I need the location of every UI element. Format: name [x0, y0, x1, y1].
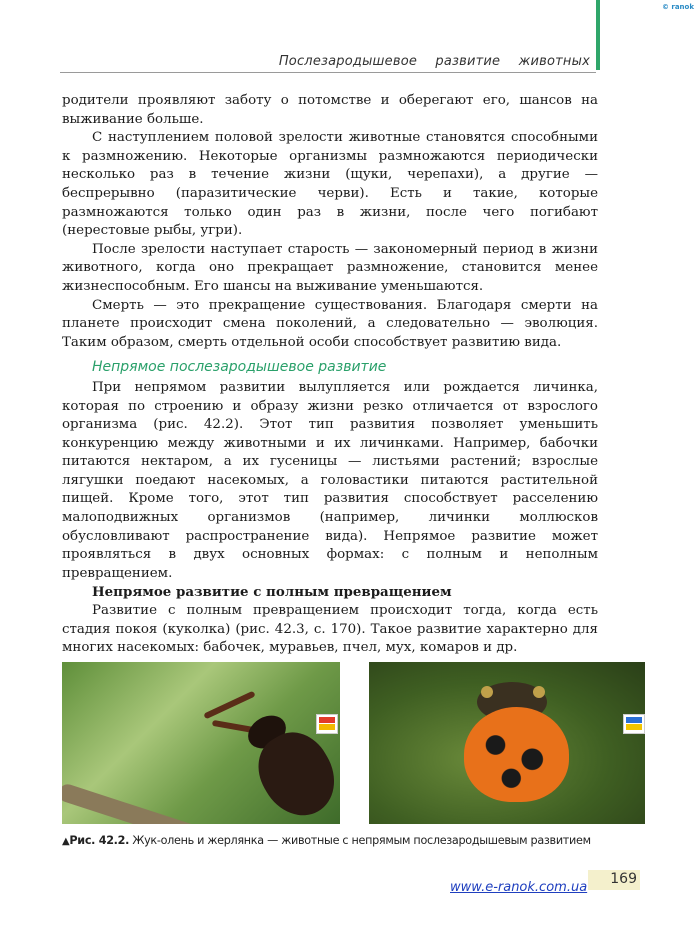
section-title: Непрямое послезародышевое развитие: [92, 359, 387, 376]
page-number: 169: [610, 871, 637, 887]
header-divider: [60, 72, 596, 73]
toad-body: [464, 707, 569, 802]
paragraph: Развитие с полным превращением происходит тогда, когда есть стадия покоя (куколка) (рис. 42.3, с. 170). Такое развитие характерно для многих насекомых: бабочек, муравьев, пчел, мух, комаров и др.: [62, 603, 598, 656]
beetle-mandible: [203, 691, 255, 720]
toad-eye: [533, 686, 545, 698]
subheading: Непрямое развитие с полным превращением: [92, 584, 452, 601]
body-text: [62, 92, 598, 658]
fire-bellied-toad-photo: [369, 662, 645, 824]
paragraph: При непрямом развитии вылупляется или рождается личинка, которая по строению и образу жизни резко отличается от взрослого организма (рис. 42.2). Этот тип развития позволяет уменьшить конкуренцию между животными и их личинками. Например, бабочки питаются нектаром, а их гусеницы — листьями растений; взрослые лягушки поедают насекомых, а головастики питаются растительной пищей. Кроме того, этот тип развития способствует расселению малоподвижных организмов (например, личинки моллюсков обусловливают распространение вида). Непрямое развитие может проявляться в двух основных формах: с полным и неполным превращением.: [62, 379, 598, 581]
figure-label: Рис. 42.2.: [69, 834, 130, 847]
stag-beetle-photo: [62, 662, 340, 824]
website-link[interactable]: www.e-ranok.com.ua: [450, 880, 588, 895]
toad-eye: [481, 686, 493, 698]
triangle-marker-icon: ▲: [62, 836, 70, 847]
paragraph: Смерть — это прекращение существования. Благодаря смерти на планете происходит смена поколений, а следовательно — эволюция. Таким образом, смерть отдельной особи способствует развитию вида.: [62, 297, 598, 350]
flag-icon: [316, 714, 338, 734]
paragraph: После зрелости наступает старость — закономерный период в жизни животного, когда оно прекращает размножение, становится менее жизнеспособным. Его шансы на выживание уменьшаются.: [62, 241, 598, 294]
caption-text: Жук-олень и жерлянка — животные с непрямым послезародышевым развитием: [129, 834, 591, 847]
running-head: Послезародышевое развитие животных: [278, 54, 590, 69]
figure-caption: [62, 834, 642, 847]
publisher-logo: © ranok: [661, 3, 694, 11]
flag-icon: [623, 714, 645, 734]
chapter-marker-bar: [596, 0, 600, 70]
paragraph: С наступлением половой зрелости животные становятся способными к размножению. Некоторые организмы размножаются периодически несколько раз в течение жизни (щуки, черепахи), а другие — беспрерывно (паразитические черви). Есть и такие, которые размножаются только один раз в жизни, после чего погибают (нерестовые рыбы, угри).: [62, 130, 598, 239]
paragraph: родители проявляют заботу о потомстве и оберегают его, шансов на выживание больше.: [62, 93, 598, 127]
